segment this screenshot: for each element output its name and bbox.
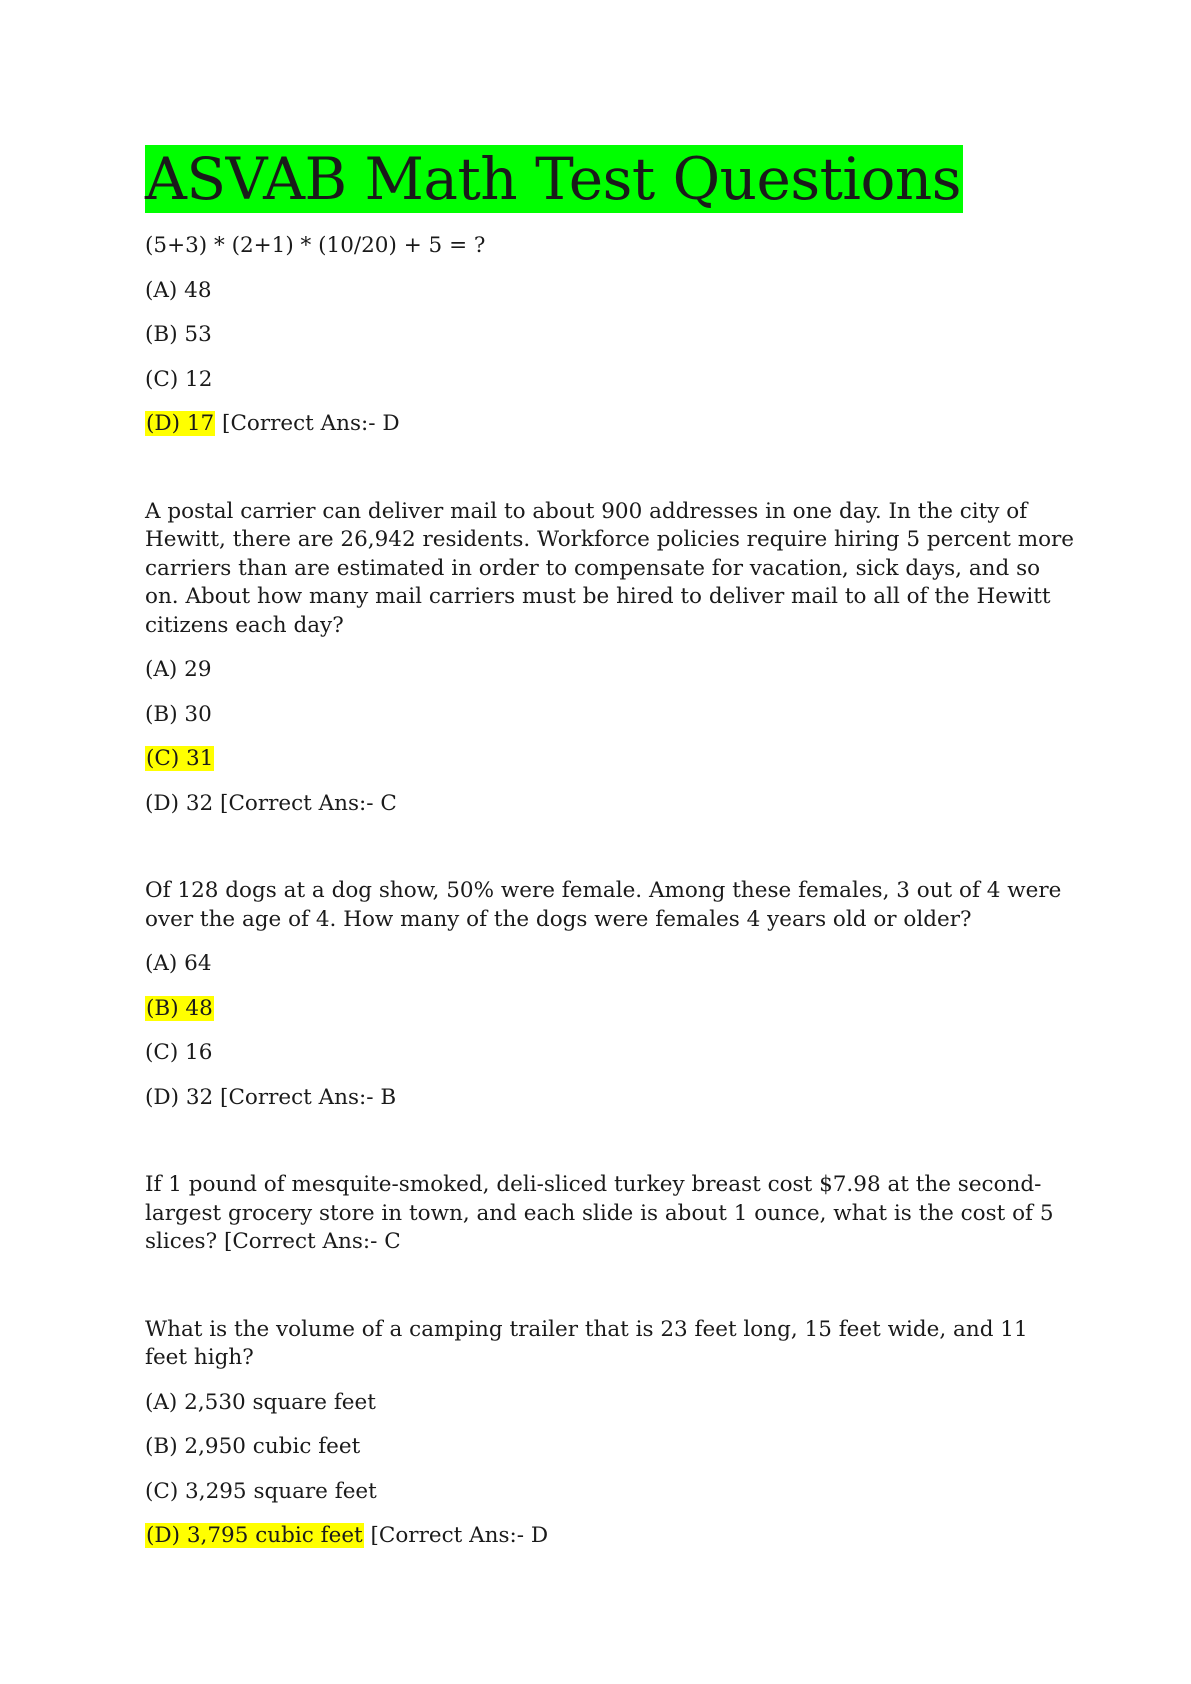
question-3-text-line: Of 128 dogs at a dog show, 50% were female. Among these females, 3 out of 4 were [145, 878, 1062, 903]
question-3 [145, 877, 1065, 1112]
question-2-option-d: (D) 32 [145, 790, 214, 816]
question-3-option-c: (C) 16 [145, 1040, 213, 1065]
question-1-correct-answer: [Correct Ans:- D [215, 411, 400, 436]
question-2-text-line: A postal carrier can deliver mail to about 900 addresses in one day. In the city of [145, 498, 1028, 524]
question-5-text-line: What is the volume of a camping trailer that is 23 feet long, 15 feet wide, and 11 [145, 1316, 1028, 1342]
question-2-text-line: on. About how many mail carriers must be hired to deliver mail to all of the Hewitt [145, 584, 1051, 609]
question-1-option-d-line [145, 410, 1065, 439]
question-2-text-line: carriers than are estimated in order to compensate for vacation, sick days, and so [145, 555, 1041, 581]
question-3-text-line: over the age of 4. How many of the dogs were females 4 years old or older? [145, 906, 972, 932]
question-5-correct-answer: [Correct Ans:- D [363, 1523, 549, 1548]
question-2-option-d-line [145, 790, 1065, 819]
question-5-option-a: (A) 2,530 square feet [145, 1389, 376, 1415]
question-4-text-line: largest grocery store in town, and each slide is about 1 ounce, what is the cost of 5 [145, 1200, 1054, 1226]
question-1 [145, 232, 1065, 439]
question-5-option-c: (C) 3,295 square feet [145, 1478, 377, 1504]
question-2-option-b: (B) 30 [145, 701, 212, 727]
question-5-option-d-line [145, 1522, 1065, 1551]
question-3-correct-answer: [Correct Ans:- B [213, 1084, 397, 1110]
question-3-option-a: (A) 64 [145, 951, 212, 976]
question-2-text-line: citizens each day? [145, 612, 344, 638]
question-4 [145, 1171, 1065, 1257]
question-5-option-b: (B) 2,950 cubic feet [145, 1434, 361, 1459]
question-2 [145, 498, 1075, 819]
question-3-option-d: (D) 32 [145, 1084, 214, 1110]
question-2-option-a: (A) 29 [145, 657, 212, 682]
question-1-option-c: (C) 12 [145, 366, 213, 392]
question-5-text-line: feet high? [145, 1345, 254, 1370]
question-4-text-line: If 1 pound of mesquite-smoked, deli-sliced turkey breast cost $7.98 at the second- [145, 1172, 1042, 1197]
question-5-option-d-highlighted: (D) 3,795 cubic feet [146, 1523, 363, 1548]
question-1-option-a: (A) 48 [145, 277, 212, 303]
question-2-correct-answer: [Correct Ans:- C [213, 790, 397, 816]
question-3-option-b-line [145, 995, 1065, 1024]
document-page [145, 145, 1075, 1551]
question-1-text: (5+3) * (2+1) * (10/20) + 5 = ? [145, 233, 486, 258]
question-1-option-d-highlighted: (D) 17 [146, 411, 215, 436]
question-3-option-d-line [145, 1084, 1065, 1113]
question-4-text-line: slices? [Correct Ans:- C [145, 1229, 401, 1254]
page-title: ASVAB Math Test Questions [145, 145, 961, 213]
question-2-option-c-highlighted: (C) 31 [146, 746, 214, 771]
question-2-option-c-line [145, 745, 1065, 774]
question-2-text-line: Hewitt, there are 26,942 residents. Workforce policies require hiring 5 percent more [145, 527, 1075, 552]
question-5 [145, 1316, 1065, 1551]
question-3-option-b-highlighted: (B) 48 [146, 995, 213, 1021]
question-1-option-b: (B) 53 [145, 322, 212, 347]
